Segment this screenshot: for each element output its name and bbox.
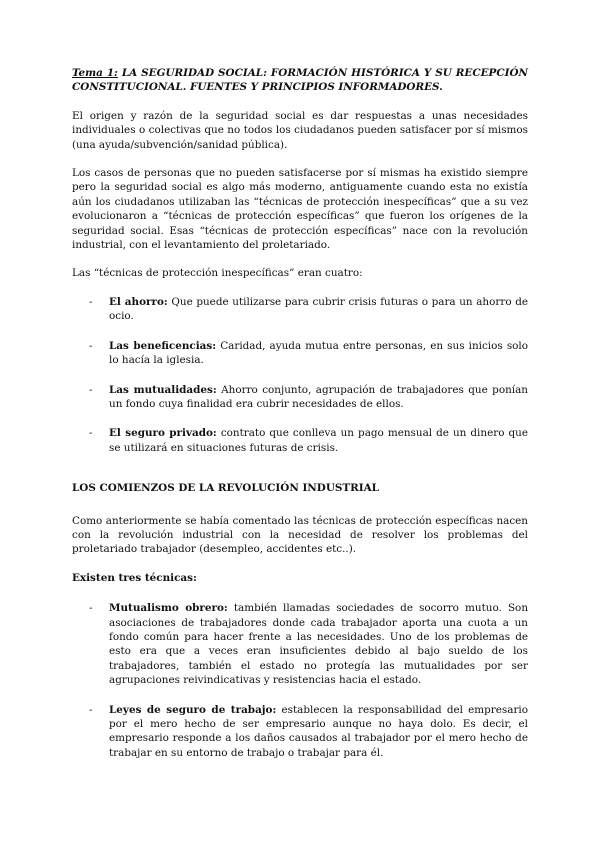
list-item-lead: Las beneficencias:: [109, 339, 217, 352]
tecnicas-list: [72, 601, 528, 760]
title-tema: Tema 1:: [72, 67, 118, 79]
inespecificas-list: [72, 295, 528, 455]
paragraph-list-intro: Las “técnicas de protección inespecíficas” eran cuatro:: [72, 267, 363, 280]
list-item: [72, 295, 528, 324]
dash-bullet: -: [89, 427, 93, 440]
list-item-lead: Mutualismo obrero:: [109, 602, 228, 615]
list-item-text: también llamadas sociedades de socorro mutuo. Son asociaciones de trabajadores donde cada trabajador aporta una cuota a un fondo común para hacer frente a las necesidades. Uno de los problemas de esto era que a veces eran insuficientes debido al bajo sueldo de los trabajadores, también el estado no protegía las mutualidades por ser agrupaciones reivindicativas y resistencias hacia el estado.: [109, 602, 529, 687]
list-item-text: Caridad, ayuda mutua entre personas, en sus inicios solo lo hacía la iglesia.: [109, 339, 528, 367]
list-item-text: Que puede utilizarse para cubrir crisis futuras o para un ahorro de ocio.: [109, 295, 528, 323]
paragraph-history: Los casos de personas que no pueden satisfacerse por sí mismas ha existido siempre pero la seguridad social es algo más moderno, antiguamente cuando esta no existía aún los ciudadanos utilizaban las “técnicas de protección inespecíficas” que a su vez evolucionaron a “técnicas de protección específicas” que fueron los orígenes de la seguridad social. Esas “técnicas de protección específicas” nace con la revolución industrial, con el levantamiento del proletariado.: [72, 167, 528, 252]
title-text: LA SEGURIDAD SOCIAL: FORMACIÓN HISTÓRICA Y SU RECEPCIÓN CONSTITUCIONAL. FUENTES Y PRINCIPIOS INFORMADORES.: [72, 67, 529, 94]
document-page: [72, 66, 528, 775]
list-item: [72, 601, 528, 687]
list-item-text: Ahorro conjunto, agrupación de trabajadores que ponían un fondo cuya finalidad era cubrir necesidades de ellos.: [109, 383, 528, 410]
dash-bullet: -: [89, 383, 93, 396]
list-item: [72, 383, 528, 412]
list-item-lead: Leyes de seguro de trabajo:: [109, 703, 277, 716]
document-title: [72, 66, 528, 95]
subheading: Existen tres técnicas:: [72, 571, 197, 584]
list-item-text: establecen la responsabilidad del empresario por el mero hecho de ser empresario aunque no haya dolo. Es decir, el empresario responde a los daños causados al trabajador por el mero hecho de trabajar en su entorno de trabajo o trabajar para él.: [109, 703, 528, 759]
dash-bullet: -: [89, 602, 93, 615]
list-item-lead: El seguro privado:: [109, 427, 217, 440]
list-item: [72, 703, 528, 761]
dash-bullet: -: [89, 339, 93, 352]
paragraph-origin: El origen y razón de la seguridad social es dar respuestas a unas necesidades individuales o colectivas que no todos los ciudadanos pueden satisfacer por sí mismos (una ayuda/subvención/sanidad pública).: [72, 109, 528, 151]
list-item-lead: Las mutualidades:: [109, 383, 217, 396]
dash-bullet: -: [89, 703, 93, 716]
list-item: [72, 339, 528, 368]
paragraph-revolution: Como anteriormente se había comentado las técnicas de protección específicas nacen con la revolución industrial con la necesidad de resolver los problemas del proletariado trabajador (desempleo, accidentes etc..).: [72, 514, 528, 556]
list-item: [72, 426, 528, 455]
list-item-text: contrato que conlleva un pago mensual de un dinero que se utilizará en situaciones futuras de crisis.: [109, 427, 528, 454]
dash-bullet: -: [89, 295, 93, 308]
section-heading: LOS COMIENZOS DE LA REVOLUCIÓN INDUSTRIAL: [72, 482, 379, 495]
list-item-lead: El ahorro:: [109, 295, 168, 308]
